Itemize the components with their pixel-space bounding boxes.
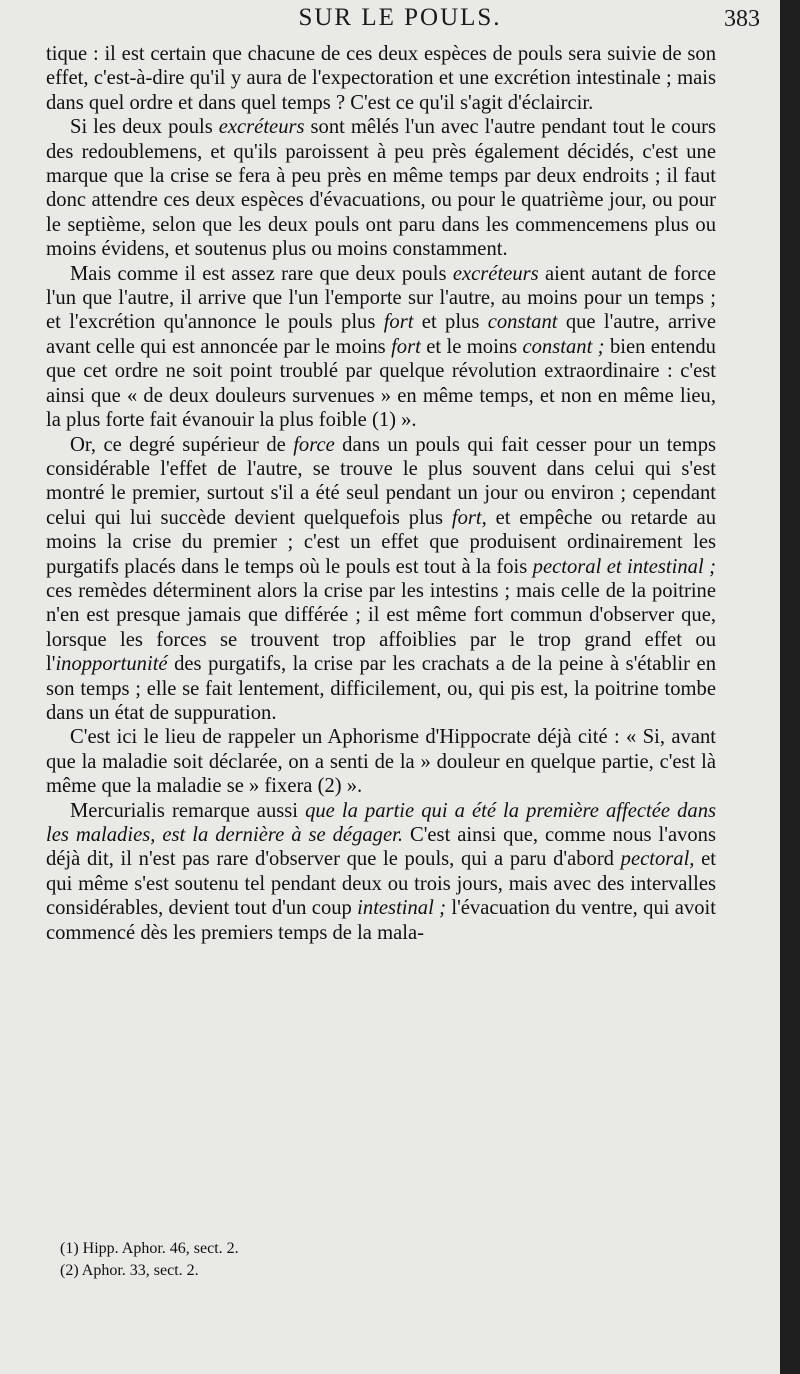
text-run: et plus xyxy=(413,311,488,334)
page-number: 383 xyxy=(724,6,760,32)
text-run: C'est ainsi que, comme nous l'avons déjà dit, il n'est pas rare d'observer que le pouls, qui a paru d'abord xyxy=(46,824,716,871)
footnote-2: (2) Aphor. 33, sect. 2. xyxy=(60,1262,199,1279)
text-run: des purgatifs, la crise par les crachats a de la peine à s'établir en son temps ; elle se fait lentement, difficilement, ou, qui pis est, la poitrine tombe dans un état de suppuration. xyxy=(46,653,716,724)
italic-phrase: constant xyxy=(487,311,558,334)
text-run: et le moins xyxy=(420,335,523,358)
text-run: dans un pouls qui fait cesser pour un temps considérable l'effet de l'autre, se trouve le plus souvent dans celui qui s'est montré le premier, surtout s'il a été seul pendant un jour ou environ ; cependant celui qui lui succède devient quelquefois plus xyxy=(46,433,717,529)
text-run: Or, ce degré supérieur de xyxy=(70,433,294,456)
paragraph-4 xyxy=(46,433,716,726)
footnote-1: (1) Hipp. Aphor. 46, sect. 2. xyxy=(60,1240,239,1257)
text-run: que l'autre, arrive avant celle qui est annoncée par le moins xyxy=(46,311,717,358)
italic-phrase: excréteurs xyxy=(452,262,539,285)
text-run: Mercurialis remarque aussi xyxy=(70,799,306,822)
italic-phrase: intestinal ; xyxy=(357,897,447,920)
text-run: l'évacuation du ventre, qui avoit commencé dès les premiers temps de la mala- xyxy=(46,897,716,944)
running-title: SUR LE POULS. xyxy=(298,4,502,31)
text-run: tique : il est certain que chacune de ces deux espèces de pouls sera suivie de son effet, c'est-à-dire qu'il y aura de l'expectoration et une excrétion intestinale ; mais dans quel ordre et dans quel temps ? C'est ce qu'il s'agit d'éclaircir. xyxy=(46,43,716,114)
paragraph-2 xyxy=(46,115,716,261)
footnotes xyxy=(60,1238,660,1282)
italic-phrase: excréteurs xyxy=(218,116,305,139)
text-run: C'est ici le lieu de rappeler un Aphorisme d'Hippocrate déjà cité : « Si, avant que la maladie soit déclarée, on a senti de la » douleur en quelque partie, c'est là même que la maladie se » fixera (2) ». xyxy=(46,726,716,798)
page-header xyxy=(40,4,760,38)
text-run: Mais comme il est assez rare que deux pouls xyxy=(70,262,453,285)
text-run: aient autant de force l'un que l'autre, il arrive que l'un l'emporte sur l'autre, au moins pour un temps ; et l'excrétion qu'annonce le pouls plus xyxy=(46,262,717,334)
italic-phrase: fort xyxy=(383,311,414,334)
italic-phrase: inopportunité xyxy=(55,653,168,676)
paragraph-5 xyxy=(46,725,716,798)
italic-phrase: constant ; xyxy=(522,335,605,358)
paragraph-6 xyxy=(46,799,716,945)
text-run: ces remèdes déterminent alors la crise par les intestins ; mais celle de la poitrine n'en est presque jamais que différée ; il est même fort commun d'observer que, lorsque les forces se trouvent trop affoiblies par le trop grand effet ou l' xyxy=(46,579,716,676)
italic-phrase: pectoral, xyxy=(620,848,695,871)
italic-phrase: pectoral et intestinal ; xyxy=(532,555,716,578)
text-run: et empêche ou retarde au moins la crise du premier ; c'est un effet que produisent ordinairement les purgatifs placés dans le temps où le pouls est tout à la fois xyxy=(46,506,717,578)
italic-phrase: que la partie qui a été la première affectée dans les maladies, est la dernière à se dégager. xyxy=(46,799,717,846)
text-run: bien entendu que cet ordre ne soit point troublé par quelque révolution extraordinaire : c'est ainsi que « de deux douleurs survenues » en même temps, et non en même lieu, la plus forte fait évanouir la plus foible (1) ». xyxy=(46,335,716,432)
text-run: Si les deux pouls xyxy=(70,116,219,139)
page-gutter xyxy=(780,0,800,1374)
italic-phrase: fort xyxy=(391,335,421,358)
italic-phrase: force xyxy=(293,433,335,456)
paragraph-3 xyxy=(46,262,716,433)
text-run: sont mêlés l'un avec l'autre pendant tout le cours des redoublemens, et qu'ils paroissent à peu près également décidés, c'est une marque que la crise se fera à peu près en même temps par deux endroits ; il faut donc attendre ces deux espèces d'évacuations, ou pour le quatrième jour, ou pour le septième, selon que les deux pouls ont paru dans les commencemens plus ou moins évidens, et soutenus plus ou moins constamment. xyxy=(46,116,716,261)
body-text xyxy=(46,42,716,945)
paragraph-1 xyxy=(46,42,716,115)
italic-phrase: fort, xyxy=(451,506,487,529)
text-run: et qui même s'est soutenu tel pendant deux ou trois jours, mais avec des intervalles considérables, devient tout d'un coup xyxy=(46,848,716,920)
